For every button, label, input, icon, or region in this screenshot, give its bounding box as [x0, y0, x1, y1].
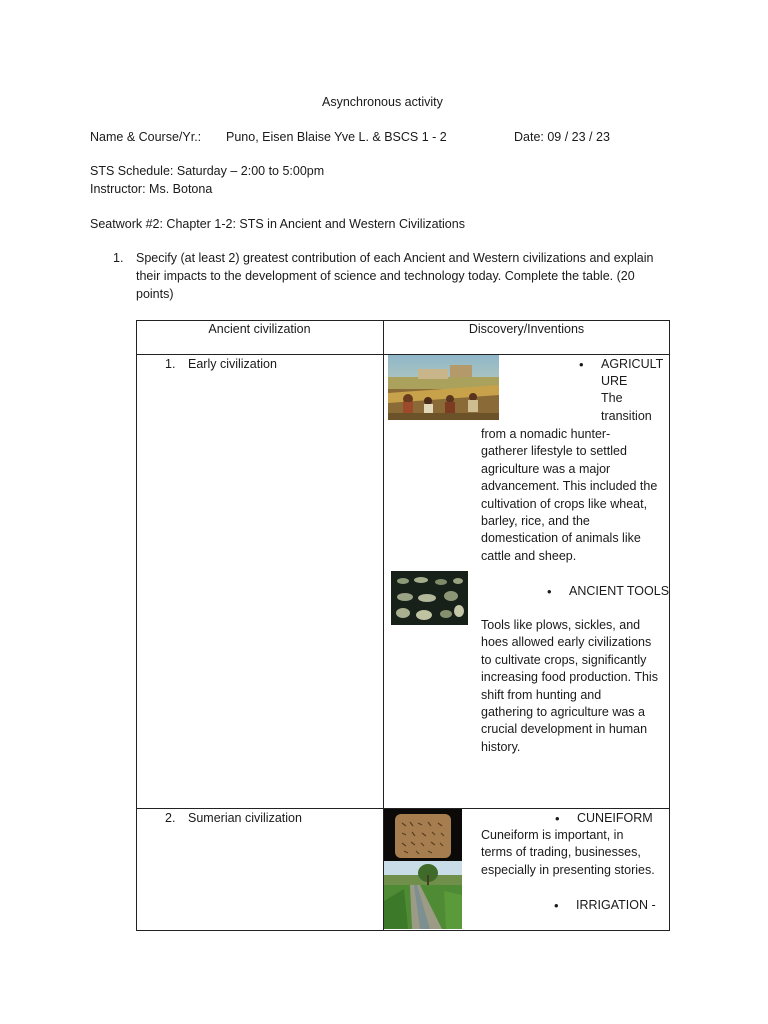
table-header-civilization: Ancient civilization: [208, 322, 311, 336]
ancient-tools-title: • ANCIENT TOOLS: [569, 583, 669, 600]
irrigation-canal-image: [384, 861, 462, 929]
agriculture-painting-image: [388, 355, 499, 420]
name-value: Puno, Eisen Blaise Yve L. & BSCS 1 - 2: [226, 130, 447, 144]
seatwork-text: Seatwork #2: Chapter 1-2: STS in Ancient and Western Civilizations: [90, 217, 465, 231]
cuneiform-tablet-image: [384, 809, 462, 861]
agriculture-description: from a nomadic hunter- gatherer lifestyle to settled agriculture was a major advancement. This included the cultivation of crops like wheat, barley, rice, and the domestication of animals like cattle and sheep.: [481, 427, 658, 563]
agriculture-title-cont: URE: [601, 374, 628, 388]
irrigation-title: • IRRIGATION -: [576, 897, 656, 914]
table-header-discovery: Discovery/Inventions: [468, 322, 585, 336]
cuneiform-description: Cuneiform is important, in terms of trading, businesses, especially in presenting stories.: [481, 828, 655, 877]
row-number: 1.: [165, 357, 176, 371]
date-text: Date: 09 / 23 / 23: [514, 130, 610, 144]
table-border-bottom: [136, 930, 670, 931]
ancient-tools-description: Tools like plows, sickles, and hoes allowed early civilizations to cultivate crops, significantly increasing food production. This shift from hunting and gathering to agriculture was a crucial development in human history.: [481, 618, 658, 754]
table-border-left: [136, 320, 137, 931]
question-number: 1.: [113, 251, 124, 265]
agriculture-title: • AGRICULT: [601, 356, 663, 373]
instructor-text: Instructor: Ms. Botona: [90, 182, 213, 196]
question-line: points): [136, 287, 174, 301]
agriculture-desc-side: The: [601, 391, 623, 405]
name-label: Name & Course/Yr.:: [90, 130, 202, 144]
table-border-right: [669, 320, 670, 931]
row-number: 2.: [165, 811, 176, 825]
document-title: Asynchronous activity: [322, 95, 443, 109]
agriculture-desc-side: transition: [601, 409, 652, 423]
civilization-name: Early civilization: [188, 357, 277, 371]
ancient-tools-image: [391, 571, 468, 625]
civilization-name: Sumerian civilization: [188, 811, 302, 825]
question-line: their impacts to the development of science and technology today. Complete the table. (20: [136, 269, 635, 283]
cuneiform-title: • CUNEIFORM: [577, 810, 653, 827]
question-line: Specify (at least 2) greatest contribution of each Ancient and Western civilizations and explain: [136, 251, 654, 265]
schedule-text: STS Schedule: Saturday – 2:00 to 5:00pm: [90, 164, 325, 178]
